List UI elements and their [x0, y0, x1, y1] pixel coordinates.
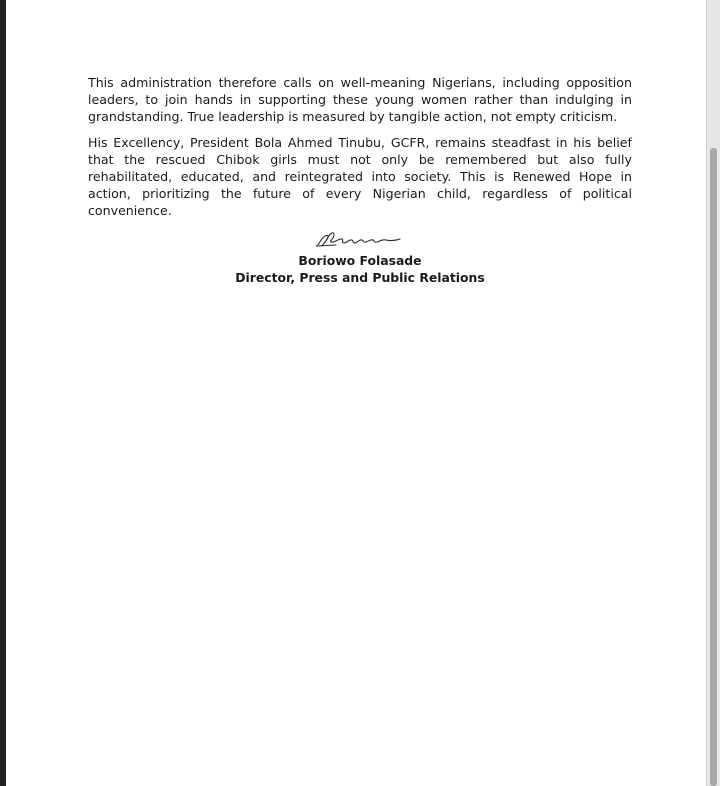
signature-block — [88, 228, 632, 286]
paragraph-call-to-action: This administration therefore calls on well-meaning Nigerians, including opposition leaders, to join hands in supporting these young women rather than indulging in grandstanding. True leadership is measured by tangible action, not empty criticism. — [88, 75, 632, 124]
paragraph-president-statement: His Excellency, President Bola Ahmed Tinubu, GCFR, remains steadfast in his belief that the rescued Chibok girls must not only be remembered but also fully rehabilitated, educated, and reintegrated into society. This is Renewed Hope in action, prioritizing the future of every Nigerian child, regardless of political convenience. — [88, 135, 632, 218]
scrollbar-thumb[interactable] — [710, 148, 717, 786]
signatory-title: Director, Press and Public Relations — [235, 270, 485, 285]
vertical-scrollbar[interactable] — [706, 0, 720, 786]
page-content — [88, 74, 632, 286]
handwritten-signature — [312, 228, 408, 250]
document-page — [6, 0, 706, 786]
signatory-name: Boriowo Folasade — [298, 253, 422, 268]
